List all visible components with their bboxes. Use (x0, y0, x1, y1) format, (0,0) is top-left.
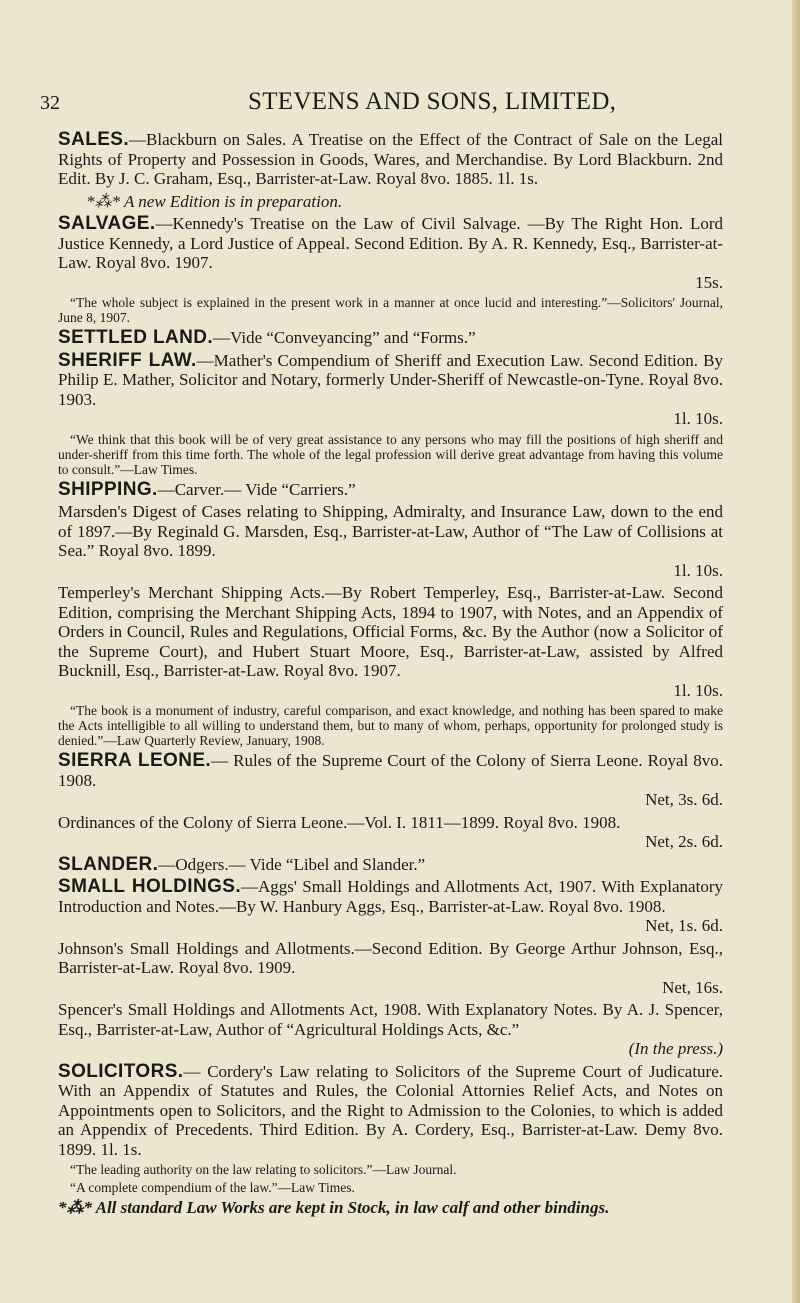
entry-text: —Odgers.— Vide “Libel and Slander.” (158, 854, 426, 874)
review-quote: “The whole subject is explained in the present work in a manner at once lucid and interesting.”—Solicitors' Journal, June 8, 1907. (58, 295, 723, 325)
review-quote: “The leading authority on the law relating to solicitors.”—Law Journal. (70, 1162, 457, 1177)
entry-solicitors (58, 1062, 723, 1160)
entry-price: (In the press.) (628, 1039, 723, 1058)
entry-price: Net, 16s. (662, 977, 723, 997)
running-head (40, 88, 730, 118)
entry-settled-land (58, 328, 723, 348)
entry-heading: SHIPPING. (58, 478, 158, 500)
entry-salvage (58, 214, 723, 292)
entry-text: — Rules of the Supreme Court of the Colony of Sierra Leone. Royal 8vo. 1908. (58, 751, 724, 790)
entry-price: 1l. 10s. (673, 409, 723, 428)
entry-text: —Aggs' Small Holdings and Allotments Act, 1907. With Explanatory Introduction and Notes.—By W. Hanbury Aggs, Esq., Barrister-at-Law. Royal 8vo. 1908. (58, 877, 723, 916)
entry-temperley (58, 583, 723, 700)
entry-text: —Blackburn on Sales. A Treatise on the Effect of the Contract of Sale on the Legal Rights of Property and Possession in Goods, Wares, and Merchandise. By Lord Blackburn. 2nd Edit. By J. C. Graham, Esq., Barrister-at-Law. Royal 8vo. 1885. 1l. 1s. (58, 130, 723, 188)
entry-heading: SOLICITORS. (58, 1060, 184, 1082)
entry-text: Marsden's Digest of Cases relating to Shipping, Admiralty, and Insurance Law, down to the end of 1897.—By Reginald G. Marsden, Esq., Barrister-at-Law, Author of “The Law of Collisions at Sea.” Royal 8vo. 1899. (58, 502, 723, 560)
entry-heading: SALVAGE. (58, 213, 156, 234)
entry-heading: SMALL HOLDINGS. (58, 876, 242, 897)
review-quote: “We think that this book will be of very great assistance to any persons who may fill the positions of high sheriff and under-sheriff from this time forth. The whole of the legal profession will derive great advantage from having this volume to consult.”—Law Times. (58, 431, 723, 477)
stock-notice: *⁂* All standard Law Works are kept in Stock, in law calf and other bindings. (58, 1198, 610, 1217)
entry-sierra-leone (58, 751, 723, 810)
entry-heading: SIERRA LEONE. (58, 750, 212, 771)
entry-text: Johnson's Small Holdings and Allotments.—Second Edition. By George Arthur Johnson, Esq., Barrister-at-Law. Royal 8vo. 1909. (58, 938, 723, 977)
entry-slander (58, 855, 723, 875)
entry-text: Spencer's Small Holdings and Allotments Act, 1908. With Explanatory Notes. By A. J. Spencer, Esq., Barrister-at-Law, Author of “Agricultural Holdings Acts, &c.” (58, 1000, 723, 1039)
entry-shipping (58, 480, 723, 500)
entry-ordinances (58, 813, 723, 852)
entry-text: —Carver.— Vide “Carriers.” (157, 479, 356, 499)
page-number: 32 (40, 92, 60, 114)
entry-sales (58, 130, 723, 189)
entry-price: 1l. 10s. (673, 560, 723, 580)
review-quote: “A complete compendium of the law.”—Law Times. (70, 1180, 355, 1195)
catalogue-body (58, 130, 723, 1218)
entry-spencer (58, 1000, 723, 1059)
entry-sheriff-law (58, 351, 723, 429)
entry-small-holdings (58, 877, 723, 936)
entry-note: *⁂* A new Edition is in preparation. (86, 191, 343, 211)
entry-text: Temperley's Merchant Shipping Acts.—By Robert Temperley, Esq., Barrister-at-Law. Second Edition, comprising the Merchant Shipping Acts, 1894 to 1907, with Notes, and an Appendix of Orders in Council, Rules and Regulations, Official Forms, &c. By the Author (now a Solicitor of the Supreme Court), and Hubert Stuart Moore, Esq., Barrister-at-Law, assisted by Alfred Bucknill, Esq., Barrister-at-Law. Royal 8vo. 1907. (58, 583, 723, 680)
page-edge (792, 0, 800, 1303)
entry-price: 15s. (695, 272, 723, 292)
entry-heading: SETTLED LAND. (58, 327, 214, 348)
review-quote: “The book is a monument of industry, careful comparison, and exact knowledge, and nothing has been spared to make the Acts intelligible to all willing to understand them, but to many of whom, perhaps, opportunity for prolonged study is denied.”—Law Quarterly Review, January, 1908. (58, 703, 723, 748)
entry-heading: SHERIFF LAW. (58, 349, 197, 371)
entry-text: —Kennedy's Treatise on the Law of Civil Salvage. —By The Right Hon. Lord Justice Kennedy, a Lord Justice of Appeal. Second Edition. By A. R. Kennedy, Esq., Barrister-at-Law. Royal 8vo. 1907. (58, 214, 723, 272)
entry-text: Ordinances of the Colony of Sierra Leone.—Vol. I. 1811—1899. Royal 8vo. 1908. (58, 812, 621, 832)
entry-marsden (58, 502, 723, 580)
entry-heading: SLANDER. (58, 853, 159, 875)
entry-price: Net, 3s. 6d. (645, 790, 723, 809)
entry-johnson (58, 939, 723, 998)
entry-price: Net, 1s. 6d. (645, 916, 723, 935)
entry-text: — Cordery's Law relating to Solicitors of the Supreme Court of Judicature. With an Appendix of Statutes and Rules, the Colonial Attornies Relief Acts, and Notes on Appointments open to Solicitors, and the Right to Admission to the Colonies, to which is added an Appendix of Precedents. Third Edition. By A. Cordery, Esq., Barrister-at-Law. Demy 8vo. 1899. 1l. 1s. (58, 1061, 723, 1159)
entry-text: —Mather's Compendium of Sheriff and Execution Law. Second Edition. By Philip E. Mather, Solicitor and Notary, formerly Under-Sheriff of Newcastle-on-Tyne. Royal 8vo. 1903. (58, 350, 723, 409)
running-title: STEVENS AND SONS, LIMITED, (248, 88, 617, 115)
entry-price: 1l. 10s. (673, 680, 723, 700)
entry-text: —Vide “Conveyancing” and “Forms.” (213, 328, 476, 347)
entry-price: Net, 2s. 6d. (645, 832, 723, 851)
entry-heading: SALES. (58, 129, 130, 150)
